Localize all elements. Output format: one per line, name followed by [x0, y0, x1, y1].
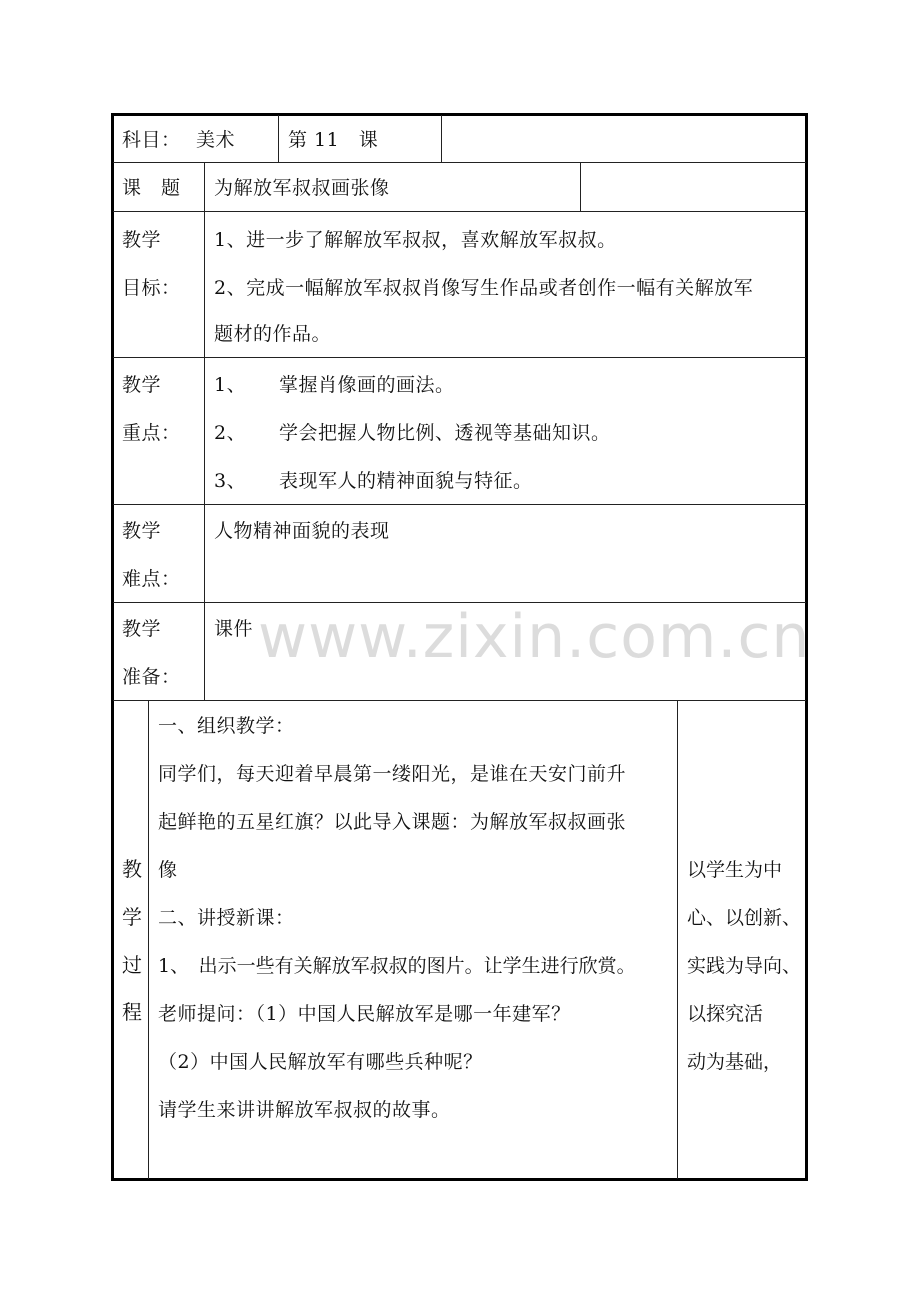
key-point-text: 学会把握人物比例、透视等基础知识。: [279, 422, 611, 444]
key-point-number: 3、: [214, 470, 247, 492]
key-point-text: 表现军人的精神面貌与特征。: [279, 470, 533, 492]
row-divider: [113, 602, 806, 603]
key-point-number: 1、: [214, 374, 247, 396]
topic-value: 为解放军叔叔画张像: [214, 177, 390, 199]
col-divider: [278, 115, 279, 162]
difficulty-value: 人物精神面貌的表现: [214, 520, 390, 542]
side-note-line: 心、以创新、: [687, 907, 802, 929]
goal-line: 2、完成一幅解放军叔叔肖像写生作品或者创作一幅有关解放军: [214, 277, 754, 299]
topic-label: 课 题: [122, 177, 181, 199]
preparation-label-line2: 准备：: [122, 666, 181, 688]
row-divider: [113, 504, 806, 505]
goal-line: 1、进一步了解解放军叔叔，喜欢解放军叔叔。: [214, 229, 617, 251]
process-label-char: 过: [122, 953, 142, 977]
process-label-char: 学: [122, 905, 142, 929]
col-divider: [677, 700, 678, 1179]
row-divider: [113, 357, 806, 358]
process-line: 同学们，每天迎着早晨第一缕阳光，是谁在天安门前升: [158, 763, 627, 785]
process-line: 老师提问：（1）中国人民解放军是哪一年建军？: [158, 1003, 571, 1025]
side-note-line: 以学生为中: [687, 859, 783, 881]
process-label-char: 教: [122, 857, 142, 881]
key-points-label-line1: 教学: [122, 374, 162, 396]
key-points-label-line2: 重点：: [122, 422, 181, 444]
process-line: 请学生来讲讲解放军叔叔的故事。: [158, 1099, 451, 1121]
col-divider: [204, 162, 205, 700]
watermark: www.zixin.com.cn: [258, 602, 811, 672]
subject-label: 科目：: [122, 129, 181, 151]
preparation-label-line1: 教学: [122, 618, 162, 640]
process-line: 二、讲授新课：: [158, 907, 295, 929]
key-point-number: 2、: [214, 422, 247, 444]
process-label-char: 程: [122, 1000, 142, 1024]
row-divider: [113, 162, 806, 163]
difficulty-label-line1: 教学: [122, 520, 162, 542]
col-divider: [580, 162, 581, 211]
goals-label-line2: 目标：: [122, 277, 181, 299]
side-note-line: 动为基础，: [687, 1051, 783, 1073]
row-divider: [113, 211, 806, 212]
row-divider: [113, 700, 806, 701]
process-line: （2）中国人民解放军有哪些兵种呢？: [158, 1051, 483, 1073]
goal-line: 题材的作品。: [214, 323, 332, 345]
preparation-value: 课件: [214, 618, 254, 640]
process-line: 一、组织教学：: [158, 715, 295, 737]
key-point-text: 掌握肖像画的画法。: [279, 374, 455, 396]
difficulty-label-line2: 难点：: [122, 568, 181, 590]
lesson-number: 第 11 课: [288, 129, 379, 151]
col-divider: [148, 700, 149, 1179]
goals-label-line1: 教学: [122, 229, 162, 251]
side-note-line: 实践为导向、: [687, 955, 802, 977]
process-line: 起鲜艳的五星红旗？以此导入课题：为解放军叔叔画张: [158, 811, 627, 833]
side-note-line: 以探究活: [687, 1003, 764, 1025]
subject-value: 美术: [196, 129, 236, 151]
process-line: 1、 出示一些有关解放军叔叔的图片。让学生进行欣赏。: [158, 955, 636, 977]
process-line: 像: [158, 859, 178, 881]
col-divider: [441, 115, 442, 162]
